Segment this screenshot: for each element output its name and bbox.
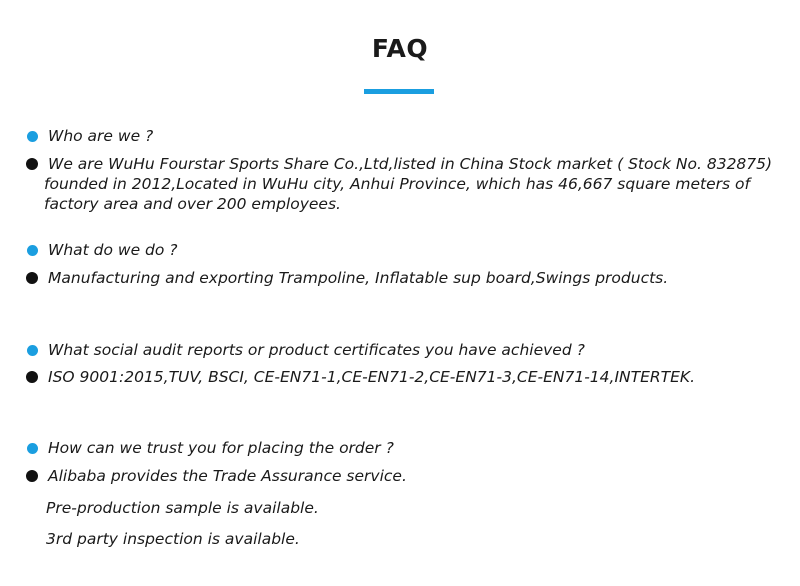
faq-answer-1-line-1: We are WuHu Fourstar Sports Share Co.,Ltd,listed in China Stock market ( Stock No. 832875) xyxy=(48,155,773,173)
faq-answer-3-line-1: ISO 9001:2015,TUV, BSCI, CE-EN71-1,CE-EN71-2,CE-EN71-3,CE-EN71-14,INTERTEK. xyxy=(48,368,696,386)
answer-bullet-icon xyxy=(26,470,38,482)
faq-question-2: What do we do ? xyxy=(48,241,178,259)
answer-bullet-icon xyxy=(26,158,38,170)
faq-question-3: What social audit reports or product certificates you have achieved ? xyxy=(48,341,585,359)
faq-answer-4-line-1: Alibaba provides the Trade Assurance service. xyxy=(48,467,407,485)
question-bullet-icon xyxy=(27,131,38,142)
faq-answer-4-line-3: 3rd party inspection is available. xyxy=(46,530,300,548)
faq-answer-1-line-3: factory area and over 200 employees. xyxy=(44,195,341,213)
faq-question-1: Who are we ? xyxy=(48,127,154,145)
answer-bullet-icon xyxy=(26,371,38,383)
faq-question-4: How can we trust you for placing the order ? xyxy=(48,439,394,457)
question-bullet-icon xyxy=(27,443,38,454)
faq-answer-4-line-2: Pre-production sample is available. xyxy=(46,499,319,517)
faq-answer-2-line-1: Manufacturing and exporting Trampoline, Inflatable sup board,Swings products. xyxy=(48,269,669,287)
faq-answer-1-line-2: founded in 2012,Located in WuHu city, Anhui Province, which has 46,667 square meters of xyxy=(44,175,750,193)
question-bullet-icon xyxy=(27,345,38,356)
title-underline xyxy=(364,89,434,94)
page-title: FAQ xyxy=(371,34,429,63)
question-bullet-icon xyxy=(27,245,38,256)
answer-bullet-icon xyxy=(26,272,38,284)
